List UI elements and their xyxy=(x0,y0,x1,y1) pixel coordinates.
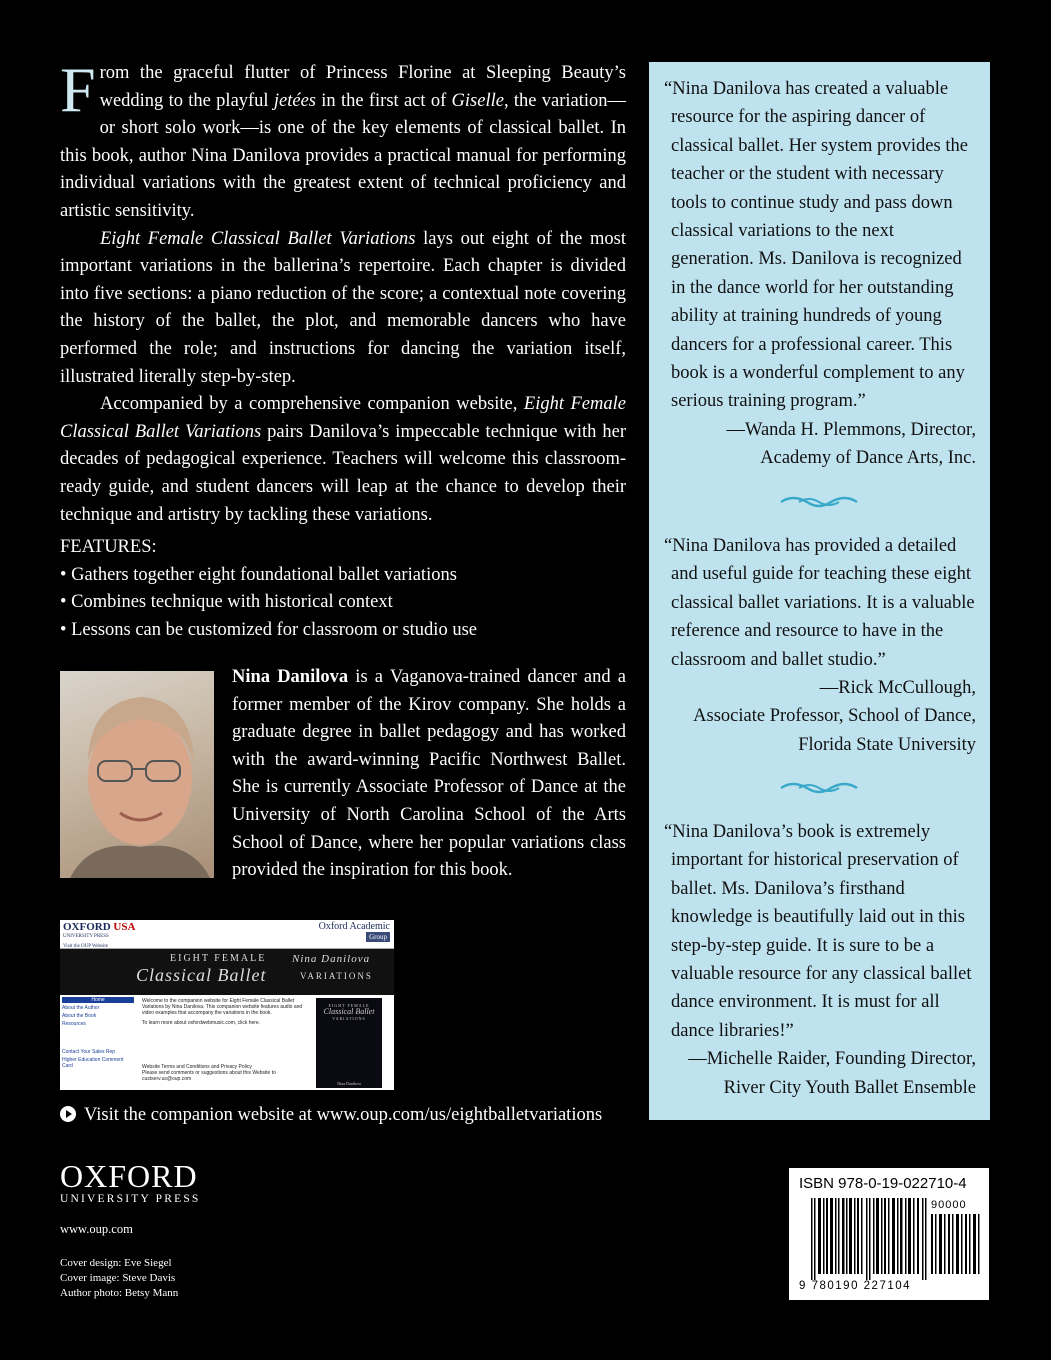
ornament-icon xyxy=(779,778,859,798)
feature-item: • Combines technique with historical context xyxy=(60,592,393,613)
site-nav-item: Contact Your Sales Rep xyxy=(62,1049,116,1055)
site-book-cover: EIGHT FEMALE Classical Ballet VARIATIONS Nina Danilova xyxy=(316,998,382,1088)
site-banner: EIGHT FEMALE Nina Danilova Classical Ballet VARIATIONS xyxy=(60,949,394,995)
companion-website-screenshot xyxy=(60,920,394,1090)
site-nav-item: Resources xyxy=(62,1021,86,1027)
drop-cap: F xyxy=(60,54,96,125)
ean-number: 9 780190 227104 xyxy=(799,1280,912,1292)
description-paragraph-3: Accompanied by a comprehensive companion website, Eight Female Classical Ballet Variations pairs Danilova’s impeccable technique with her decades of pedagogical experience. Teachers will welcome this classroom-ready guide, and student dancers will leap at the chance to develop their technique and artistry by tackling these variations. xyxy=(60,394,627,525)
endorsement-quote: “Nina Danilova’s book is extremely important for historical preservation of ballet. Ms. Danilova’s firsthand knowledge is beautifully laid out in this step-by-step guide. It is sure to be a valuable resource for any classical ballet dance environment. It is must for all dance libraries!” —Michelle Raider, Founding Director, River City Youth Ballet Ensemble xyxy=(664,822,976,1098)
site-nav-item: About the Book xyxy=(62,1013,97,1019)
publisher-url[interactable]: www.oup.com xyxy=(60,1222,133,1236)
features-list xyxy=(60,534,477,644)
site-nav-item: Higher Education Comment Card xyxy=(62,1057,124,1069)
site-nav-home: Home xyxy=(62,997,134,1003)
endorsement-quote: “Nina Danilova has provided a detailed and useful guide for teaching these eight classical ballet variations. It is a valuable reference and resource to have in the classroom and ballet studio.” —Rick McCullough, Associate Professor, School of Dance, Florida State University xyxy=(664,536,976,755)
description-paragraph-1: From the graceful flutter of Princess Florine at Sleeping Beauty’s wedding to the playful jetées in the first act of Giselle, the variation—or short solo work—is one of the key elements of classical ballet. In this book, author Nina Danilova provides a practical manual for performing individual variations with the greatest extent of technical proficiency and artistic sensitivity. xyxy=(60,54,627,221)
price-barcode-bars xyxy=(931,1214,981,1274)
site-nav xyxy=(60,995,136,1090)
feature-item: • Gathers together eight foundational ballet variations xyxy=(60,564,457,585)
isbn-number: ISBN 978-0-19-022710-4 xyxy=(799,1175,967,1192)
author-photo xyxy=(60,671,214,878)
ornament-icon xyxy=(779,492,859,512)
description-paragraph-2: Eight Female Classical Ballet Variations lays out eight of the most important variations in the ballerina’s repertoire. Each chapter is divided into five sections: a piano reduction of the score; a contextual note covering the history of the ballet, the plot, and memorable dancers who have performed the role; and instructions for dancing the variation itself, illustrated literally step-by-step. xyxy=(60,228,626,387)
site-body-text: Welcome to the companion website for Eight Female Classical Ballet Variations by Nina Danilova. This companion website features audio and video examples that accompany the variations in the book. To learn more about oxfordwebmusic.com, click here. Website Terms and Conditions and Privacy Policy Please send comments or suggestions about this Website to custserv.us@oup.com xyxy=(142,998,303,1082)
cover-credits: Cover design: Eve Siegel Cover image: Steve Davis Author photo: Betsy Mann xyxy=(60,1257,179,1299)
site-group-title: Oxford Academic Group xyxy=(318,921,390,941)
endorsement-quote: “Nina Danilova has created a valuable resource for the aspiring dancer of classical ballet. Her system provides the teacher or the student with necessary tools to continue study and pass down classical variations to the next generation. Ms. Danilova is recognized in the dance world for her outstanding ability at training hundreds of young dancers for a professional career. This book is a wonderful complement to any serious training program.” —Wanda H. Plemmons, Director, Academy of Dance Arts, Inc. xyxy=(664,79,976,469)
feature-item: • Lessons can be customized for classroom or studio use xyxy=(60,619,477,640)
ean-barcode-bars xyxy=(811,1198,927,1280)
companion-website-link[interactable]: Visit the companion website at www.oup.com/us/eightballetvariations xyxy=(60,1102,602,1129)
site-brand: OXFORD USA UNIVERSITY PRESS Visit the OUP Website xyxy=(63,921,136,949)
book-description xyxy=(60,54,627,529)
play-icon xyxy=(60,1106,76,1122)
publisher-logo: OXFORD UNIVERSITY PRESS xyxy=(60,1158,201,1205)
author-bio: Nina Danilova is a Vaganova-trained dancer and a former member of the Kirov company. She holds a graduate degree in ballet pedagogy and has worked with the award-winning Pacific Northwest Ballet. She is currently Associate Professor of Dance at the University of North Carolina School of the Arts School of Dance, where her popular variations class provided the inspiration for this book. xyxy=(232,667,627,881)
site-nav-item: About the Author xyxy=(62,1005,100,1011)
price-code: 90000 xyxy=(931,1199,967,1211)
isbn-barcode xyxy=(789,1168,989,1300)
author-name: Nina Danilova xyxy=(232,667,349,687)
site-header xyxy=(60,920,394,949)
endorsements-panel xyxy=(649,62,990,1120)
features-heading: FEATURES: xyxy=(60,537,157,557)
